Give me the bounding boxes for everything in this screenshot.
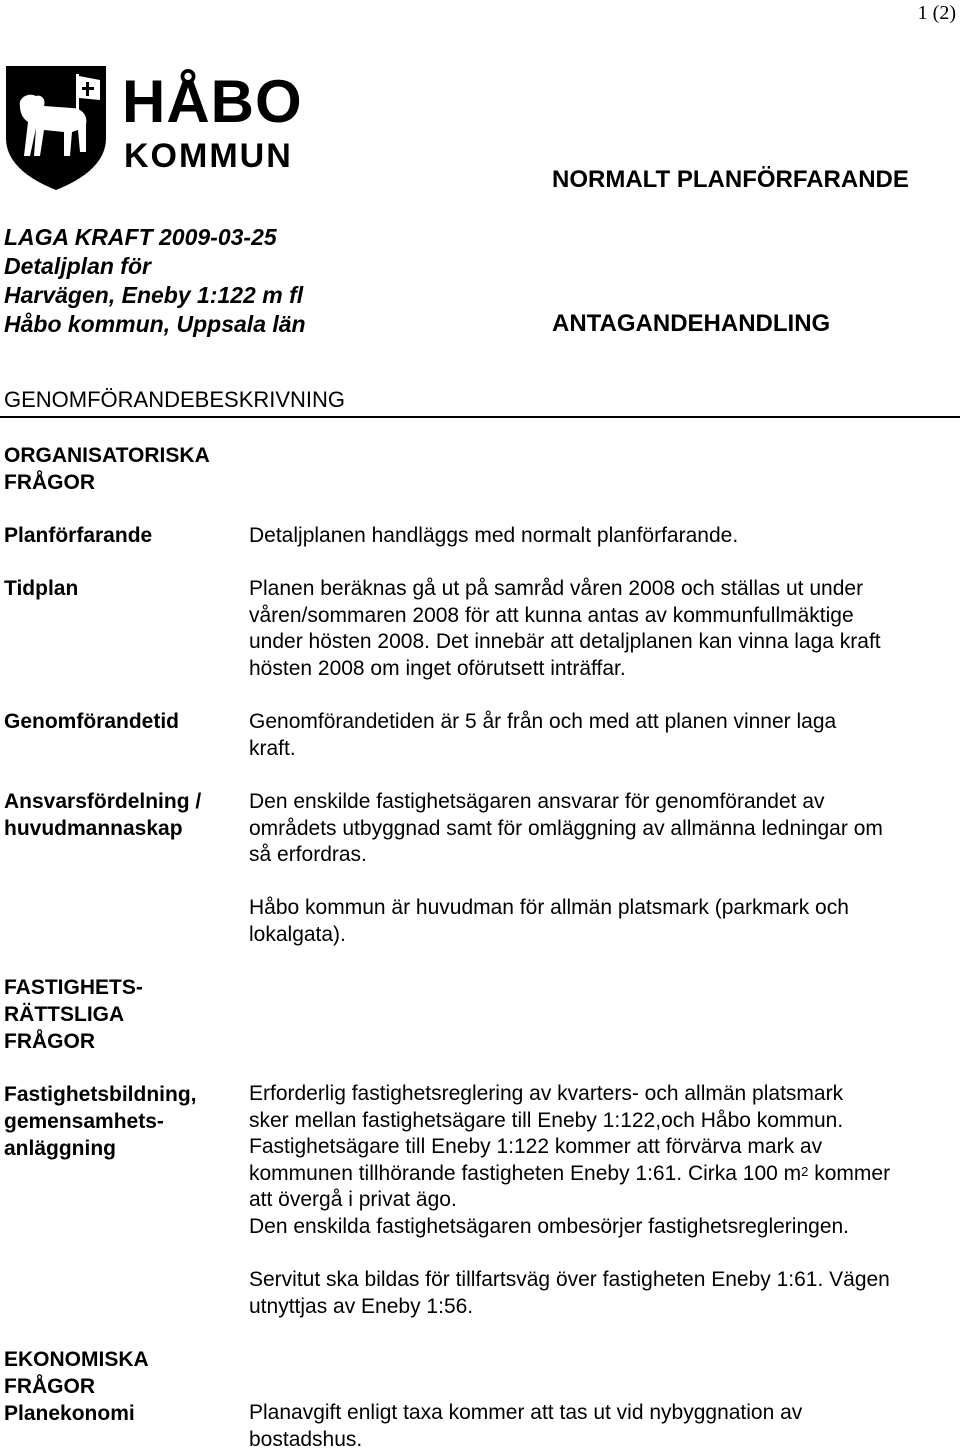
plan-location: Håbo kommun, Uppsala län: [4, 311, 306, 337]
label-ansvarsfordelning: Ansvarsfördelning / huvudmannaskap: [4, 790, 202, 840]
section-fastighetsrattsliga-heading: FASTIGHETS- RÄTTSLIGA FRÅGOR: [4, 976, 143, 1053]
habo-kommun-logo: [6, 66, 303, 190]
text-planforfarande: Detaljplanen handläggs med normalt planförfarande.: [249, 524, 739, 547]
section-ekonomiska-heading: EKONOMISKA FRÅGOR Planekonomi: [4, 1348, 149, 1425]
text-planavgift: Planavgift enligt taxa kommer att tas ut vid nybyggnation av bostadshus.: [249, 1401, 803, 1451]
plan-name: Harvägen, Eneby 1:122 m fl: [4, 282, 304, 308]
procedure-heading: NORMALT PLANFÖRFARANDE: [552, 166, 909, 193]
label-genomforandetid: Genomförandetid: [4, 710, 180, 733]
logo-wordmark: HÅBO: [122, 68, 303, 135]
text-ansvarsfordelning: Den enskilde fastighetsägaren ansvarar för genomförandet av områdets utbyggnad samt för omläggning av allmänna ledningar om så erfordras.: [249, 790, 883, 866]
page-number: 1 (2): [917, 2, 956, 24]
label-tidplan: Tidplan: [4, 577, 79, 600]
text-fastighetsbildning: Erforderlig fastighetsreglering av kvarters- och allmän platsmark sker mellan fastighetsägare till Eneby 1:122,och Håbo kommun. Fastighetsägare till Eneby 1:122 kommer att förvärva mark av kommunen tillhörande fastigheten Eneby 1:61. Cirka 100 $m^2$ kommer att övergå i privat ägo. Den enskilda fastighetsägaren ombesörjer fastighetsregleringen.: [249, 1082, 891, 1238]
label-planforfarande: Planförfarande: [4, 524, 153, 547]
document-title: GENOMFÖRANDEBESKRIVNING: [4, 387, 346, 412]
plan-type: Detaljplan för: [4, 253, 151, 279]
title-divider: [0, 416, 960, 418]
text-genomforandetid: Genomförandetiden är 5 år från och med att planen vinner laga kraft.: [249, 710, 837, 760]
label-planekonomi: Planekonomi: [4, 1402, 135, 1425]
text-tidplan: Planen beräknas gå ut på samråd våren 2008 och ställas ut under våren/sommaren 2008 för att kunna antas av kommunfullmäktige under hösten 2008. Det innebär att detaljplanen kan vinna laga kraft hösten 2008 om inget oförutsett inträffar.: [249, 577, 881, 680]
label-fastighetsbildning: Fastighetsbildning, gemensamhets- anläggning: [4, 1083, 197, 1160]
text-huvudmannaskap: Håbo kommun är huvudman för allmän platsmark (parkmark och lokalgata).: [249, 896, 849, 946]
text-servitut: Servitut ska bildas för tillfartsväg över fastigheten Eneby 1:61. Vägen utnyttjas av Eneby 1:56.: [249, 1268, 890, 1318]
section-org-heading: ORGANISATORISKA FRÅGOR: [4, 444, 210, 494]
plan-metadata: [4, 223, 404, 339]
legal-force-date: LAGA KRAFT 2009-03-25: [4, 224, 277, 250]
stage-heading: ANTAGANDEHANDLING: [552, 310, 831, 337]
logo-subtitle: KOMMUN: [124, 137, 293, 175]
